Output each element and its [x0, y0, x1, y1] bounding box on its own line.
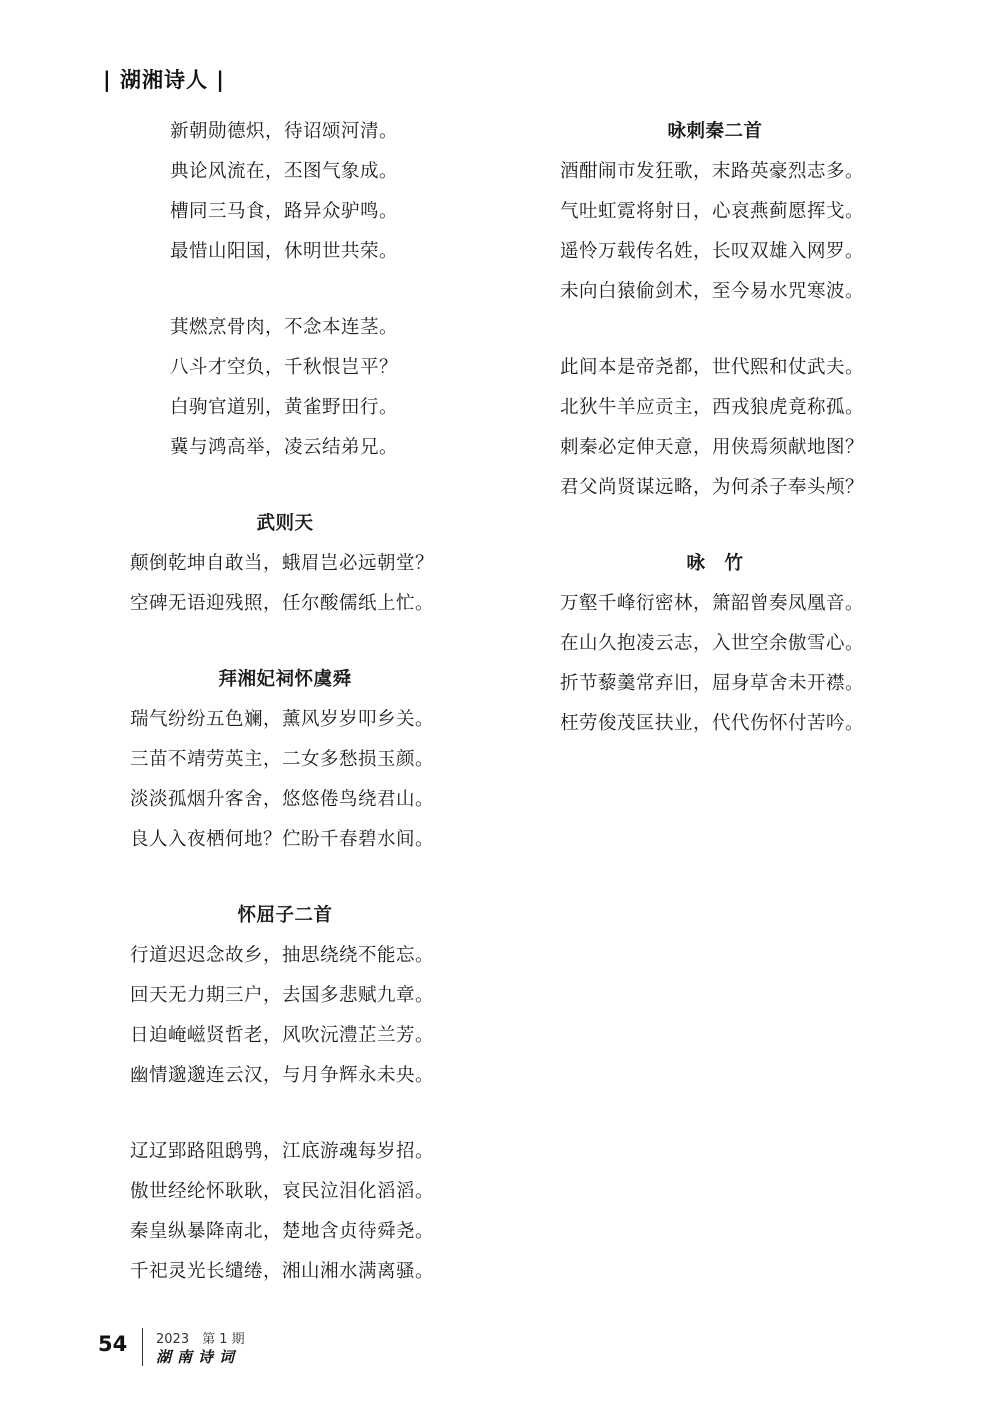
poem-line: 此间本是帝尧都，世代熙和仗武夫。 [560, 357, 865, 378]
poem-line: 枉劳俊茂匡扶业，代代伤怀付苦吟。 [560, 713, 865, 734]
poem-line: 未向白猿偷剑术，至今易水咒寒波。 [560, 281, 865, 302]
poem-line: 秦皇纵暴降南北，楚地含贞待舜尧。 [130, 1221, 435, 1242]
poem-line: 颠倒乾坤自敢当，蛾眉岂必远朝堂？ [130, 553, 435, 574]
poem-line: 气吐虹霓将射日，心哀燕蓟愿挥戈。 [560, 201, 865, 222]
poem-line: 槽同三马食，路异众驴鸣。 [170, 201, 399, 222]
poem-line: 三苗不靖劳英主，二女多愁损玉颜。 [130, 749, 435, 770]
section-header: | 湖湘诗人 | [103, 68, 225, 92]
poem-line: 瑞气纷纷五色斓，薰风岁岁叩乡关。 [130, 709, 435, 730]
poem-title: 咏 竹 [686, 553, 744, 574]
poem-line: 行道迟迟念故乡，抽思绕绕不能忘。 [130, 945, 435, 966]
poem-line: 北狄牛羊应贡主，西戎狼虎竟称孤。 [560, 397, 865, 418]
poem-line: 万壑千峰衍密林，箫韶曾奏凤凰音。 [560, 593, 865, 614]
poem-line: 八斗才空负，千秋恨岂平？ [170, 357, 399, 378]
poem-line: 萁燃烹骨肉，不念本连茎。 [170, 317, 399, 338]
poem-line: 白驹官道别，黄雀野田行。 [170, 397, 399, 418]
poem-line: 空碑无语迎残照，任尔酸儒纸上忙。 [130, 593, 435, 614]
poem-line: 典论风流在，丕图气象成。 [170, 161, 399, 182]
poem-line: 日迫崦嵫贤哲老，风吹沅澧芷兰芳。 [130, 1025, 435, 1046]
poem-stanza [130, 112, 440, 272]
poem-line: 在山久抱凌云志，入世空余傲雪心。 [560, 633, 865, 654]
poem-line: 傲世经纶怀耿耿，哀民泣泪化滔滔。 [130, 1181, 435, 1202]
poem-title: 咏刺秦二首 [667, 121, 763, 142]
poem-line: 千祀灵光长缱绻，湘山湘水满离骚。 [130, 1261, 435, 1282]
poem-line: 辽辽郢路阻鸱鸮，江底游魂每岁招。 [130, 1141, 435, 1162]
issue-label: 2023 第 1 期 [156, 1332, 245, 1347]
poem-line: 幽情邈邈连云汉，与月争辉永未央。 [130, 1065, 435, 1086]
poem-title: 怀屈子二首 [237, 905, 333, 926]
footer-divider [142, 1328, 143, 1366]
poem-line: 刺秦必定伸天意，用侠焉须献地图？ [560, 437, 865, 458]
poem-title: 拜湘妃祠怀虞舜 [218, 669, 352, 690]
poem-line: 君父尚贤谋远略，为何杀子奉头颅？ [560, 477, 865, 498]
poem-line: 折节藜羹常弃旧，屈身草舍未开襟。 [560, 673, 865, 694]
poem-line: 冀与鸿高举，凌云结弟兄。 [170, 437, 399, 458]
poem-line: 新朝勋德炽，待诏颂河清。 [170, 121, 399, 142]
magazine-logo: 湖南诗词 [156, 1348, 241, 1366]
page-number: 54 [98, 1332, 128, 1356]
poem-line: 回天无力期三户，去国多悲赋九章。 [130, 985, 435, 1006]
left-column [130, 112, 440, 1292]
poem-line: 淡淡孤烟升客舍，悠悠倦鸟绕君山。 [130, 789, 435, 810]
poem-line: 最惜山阳国，休明世共荣。 [170, 241, 399, 262]
poem-stanza [130, 308, 440, 468]
right-column [560, 112, 870, 744]
poem-line: 遥怜万载传名姓，长叹双雄入网罗。 [560, 241, 865, 262]
poem-line: 良人入夜栖何地？伫盼千春碧水间。 [130, 829, 435, 850]
poem-title: 武则天 [256, 513, 314, 534]
poem-line: 酒酣闹市发狂歌，末路英豪烈志多。 [560, 161, 865, 182]
